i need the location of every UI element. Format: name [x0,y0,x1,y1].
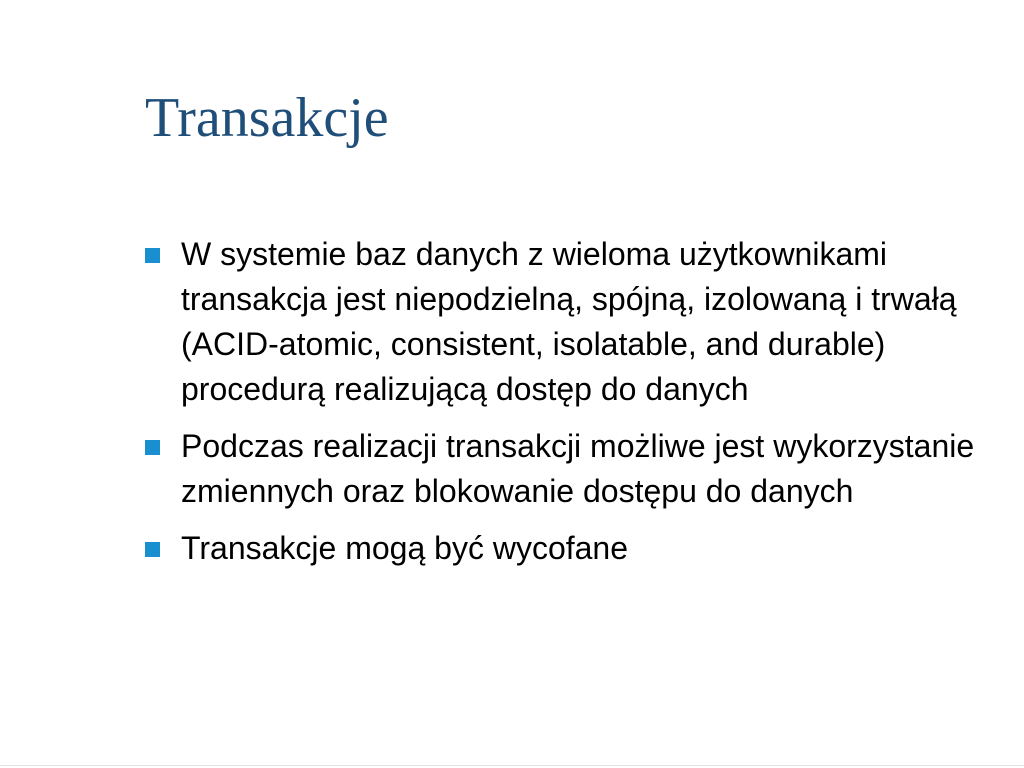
bullet-text-2: Podczas realizacji transakcji możliwe jest wykorzystanie zmiennych oraz blokowanie dostępu do danych [181,428,975,509]
bullet-text-3: Transakcje mogą być wycofane [181,530,629,566]
bullet-item-2 [145,424,1005,514]
bullet-item-1 [145,232,1005,412]
square-bullet-icon [145,248,160,263]
bullet-list [145,232,1005,583]
footer-divider [0,765,1024,766]
slide-title: Transakcje [145,87,389,149]
bullet-item-3 [145,526,1005,571]
square-bullet-icon [145,542,160,557]
bullet-text-1: W systemie baz danych z wieloma użytkownikami transakcja jest niepodzielną, spójną, izolowaną i trwałą (ACID-atomic, consistent, isolatable, and durable) procedurą realizującą dostęp do danych [181,236,957,407]
square-bullet-icon [145,440,160,455]
